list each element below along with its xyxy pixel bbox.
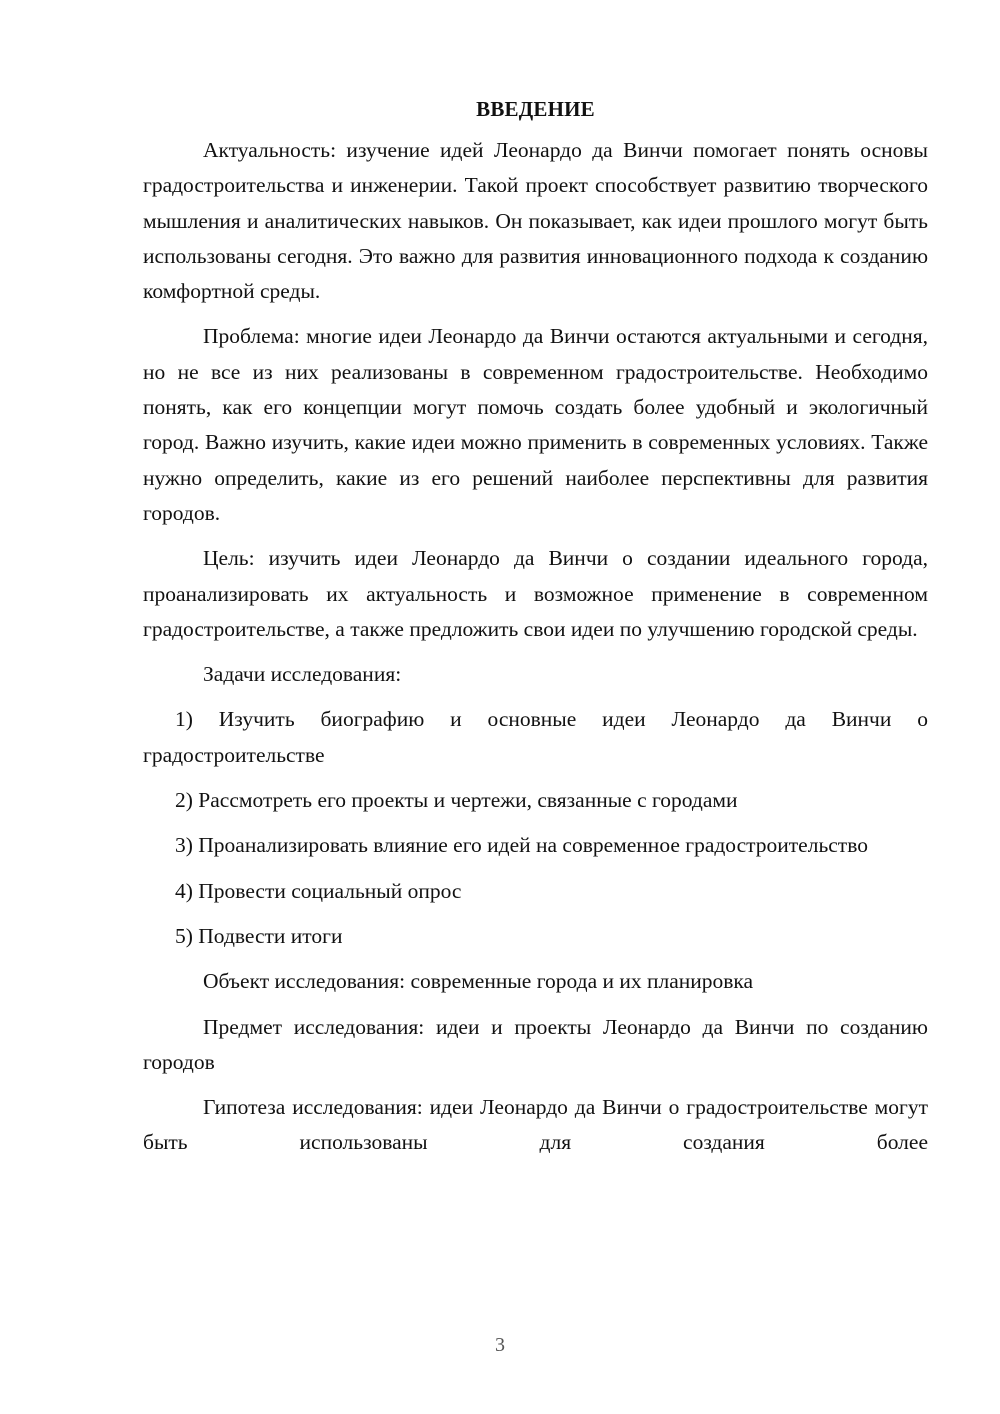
paragraph-relevance: Актуальность: изучение идей Леонардо да Винчи помогает понять основы градостроительства и инженерии. Такой проект способствует развитию творческого мышления и аналитических навыков. Он показывает, как идеи прошлого могут быть использованы сегодня. Это важно для развития инновационного подхода к созданию комфортной среды. (143, 138, 928, 304)
paragraph-hypothesis: Гипотеза исследования: идеи Леонардо да Винчи о градостроительстве могут быть использованы для создания более (143, 1095, 928, 1155)
task-item-3: 3) Проанализировать влияние его идей на современное градостроительство (175, 833, 868, 858)
paragraph-object: Объект исследования: современные города и их планировка (203, 969, 754, 994)
task-item-5: 5) Подвести итоги (175, 923, 343, 948)
page-number: 3 (495, 1334, 505, 1356)
section-heading: ВВЕДЕНИЕ (476, 97, 595, 121)
task-item-4: 4) Провести социальный опрос (175, 878, 462, 903)
paragraph-goal: Цель: изучить идеи Леонардо да Винчи о создании идеального города, проанализировать их актуальность и возможное применение в современном градостроительстве, а также предложить свои идеи по улучшению городской среды. (143, 546, 928, 641)
task-item-1: 1) Изучить биографию и основные идеи Леонардо да Винчи о градостроительстве (143, 707, 928, 767)
paragraph-subject: Предмет исследования: идеи и проекты Леонардо да Винчи по созданию городов (143, 1014, 928, 1074)
document-page (143, 92, 928, 1161)
paragraph-tasks-title: Задачи исследования: (203, 662, 402, 687)
task-item-2: 2) Рассмотреть его проекты и чертежи, связанные с городами (175, 788, 738, 813)
paragraph-problem: Проблема: многие идеи Леонардо да Винчи остаются актуальными и сегодня, но не все из них реализованы в современном градостроительстве. Необходимо понять, как его концепции могут помочь создать более удобный и экологичный город. Важно изучить, какие идеи можно применить в современных условиях. Также нужно определить, какие из его решений наиболее перспективны для развития городов. (143, 324, 928, 525)
